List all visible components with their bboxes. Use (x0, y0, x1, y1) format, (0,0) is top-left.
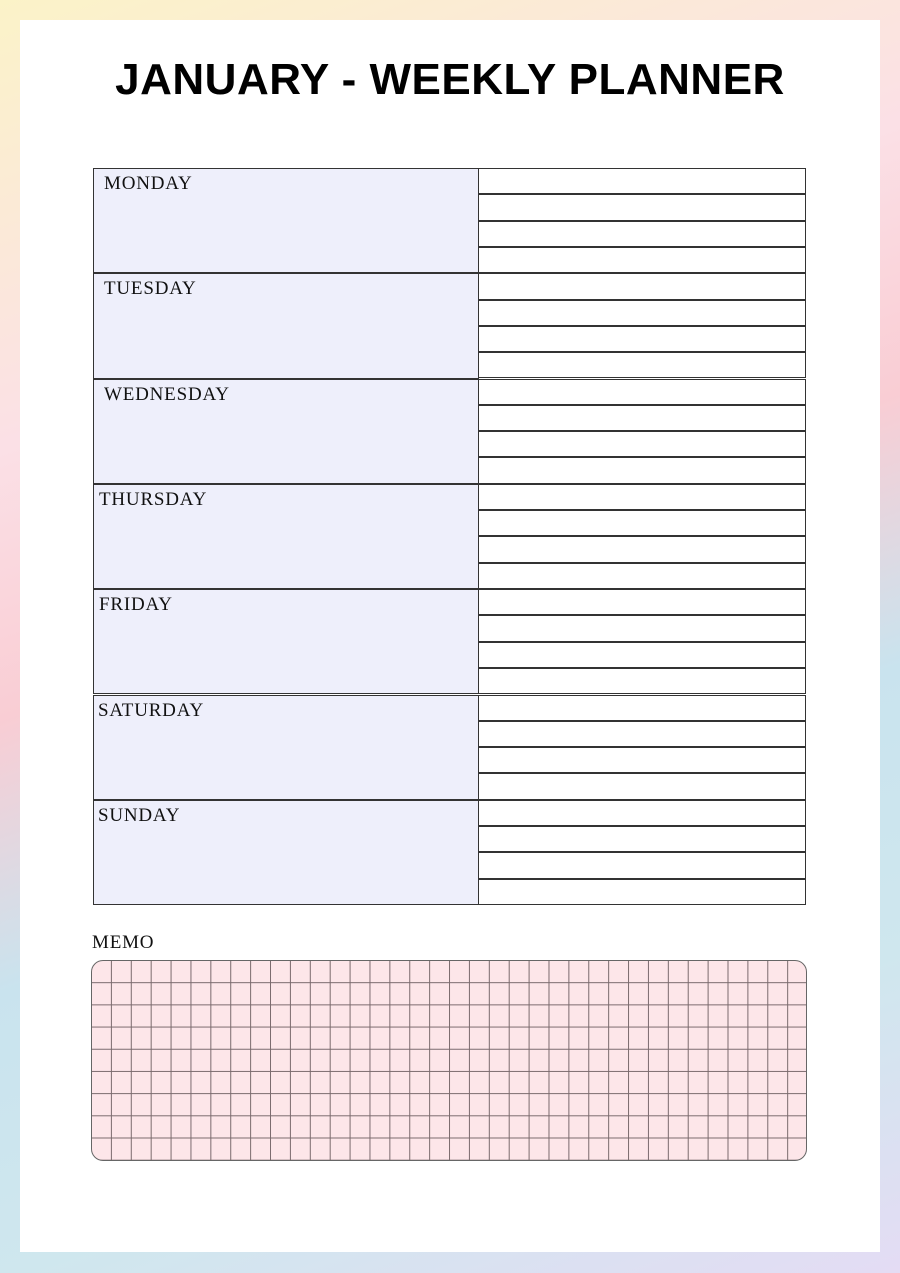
note-line[interactable] (479, 431, 806, 457)
day-cell[interactable] (93, 168, 479, 273)
day-cell[interactable] (93, 484, 479, 589)
day-row-wednesday (93, 379, 806, 484)
note-line[interactable] (479, 536, 806, 562)
note-line[interactable] (479, 747, 806, 773)
note-line[interactable] (479, 615, 806, 641)
note-line[interactable] (479, 168, 806, 194)
day-row-saturday (93, 695, 806, 800)
note-line[interactable] (479, 247, 806, 273)
day-label: SUNDAY (98, 804, 181, 826)
day-cell[interactable] (93, 695, 479, 800)
note-line[interactable] (479, 826, 806, 852)
day-cell[interactable] (93, 273, 479, 378)
note-line[interactable] (479, 695, 806, 721)
day-row-thursday (93, 484, 806, 589)
note-line[interactable] (479, 510, 806, 536)
memo-label: MEMO (92, 932, 155, 953)
note-line[interactable] (479, 721, 806, 747)
page-title: JANUARY - WEEKLY PLANNER (115, 55, 785, 104)
day-cell[interactable] (93, 379, 479, 484)
note-line[interactable] (479, 773, 806, 799)
day-label: FRIDAY (99, 594, 173, 616)
day-label: TUESDAY (104, 278, 197, 300)
note-line[interactable] (479, 352, 806, 378)
weekly-planner-table (93, 168, 806, 905)
day-label: THURSDAY (99, 488, 208, 510)
day-cell[interactable] (93, 800, 479, 905)
note-line[interactable] (479, 457, 806, 483)
note-line[interactable] (479, 800, 806, 826)
note-line[interactable] (479, 221, 806, 247)
day-label: WEDNESDAY (104, 383, 230, 405)
note-line[interactable] (479, 273, 806, 299)
note-line[interactable] (479, 484, 806, 510)
day-row-friday (93, 589, 806, 694)
note-line[interactable] (479, 300, 806, 326)
note-line[interactable] (479, 879, 806, 905)
note-line[interactable] (479, 405, 806, 431)
note-line[interactable] (479, 194, 806, 220)
note-line[interactable] (479, 668, 806, 694)
day-row-sunday (93, 800, 806, 905)
note-line[interactable] (479, 379, 806, 405)
note-line[interactable] (479, 852, 806, 878)
memo-grid[interactable] (91, 960, 807, 1161)
day-row-monday (93, 168, 806, 273)
note-line[interactable] (479, 326, 806, 352)
note-line[interactable] (479, 563, 806, 589)
note-line[interactable] (479, 589, 806, 615)
day-label: SATURDAY (98, 699, 205, 721)
note-line[interactable] (479, 642, 806, 668)
day-cell[interactable] (93, 589, 479, 694)
day-row-tuesday (93, 273, 806, 378)
day-label: MONDAY (104, 173, 193, 194)
